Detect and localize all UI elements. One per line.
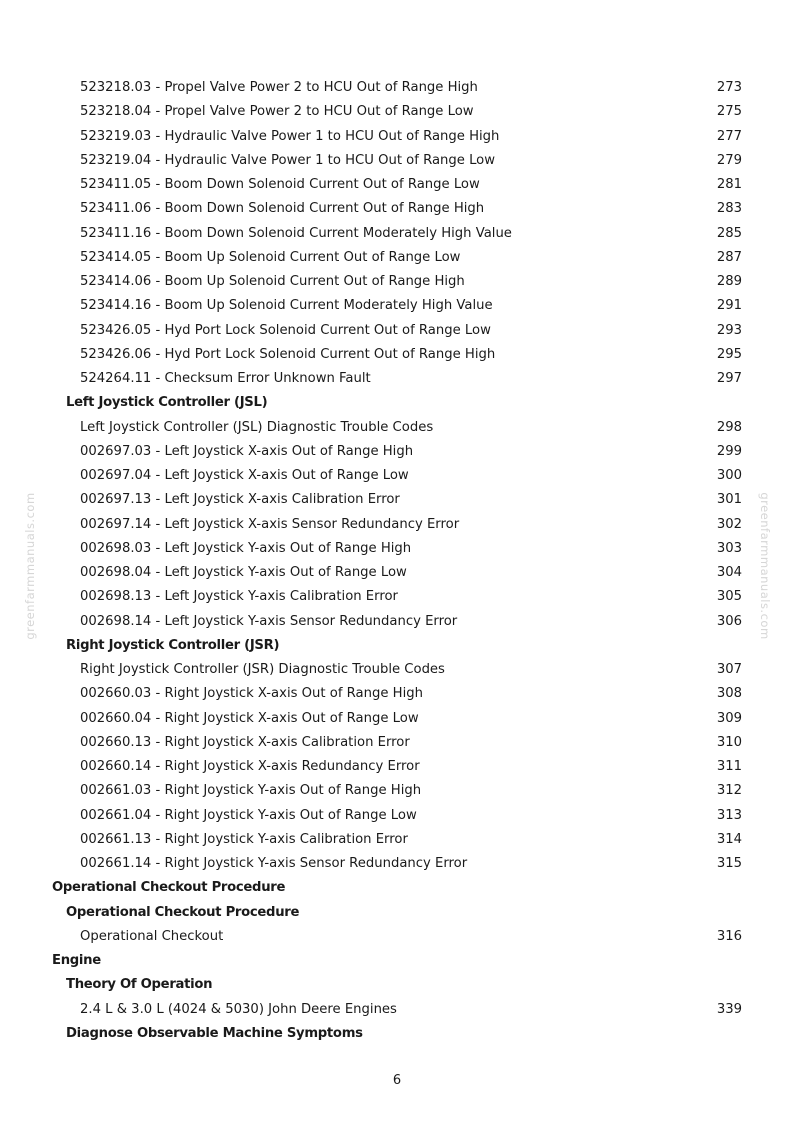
toc-entry-page-number: 298	[716, 419, 742, 435]
toc-entry[interactable]	[0, 173, 794, 197]
toc-entry[interactable]	[0, 682, 794, 706]
watermark-right: greenfarmmanuals.com	[758, 492, 772, 640]
page-number: 6	[392, 1073, 402, 1088]
toc-entry-title: 002698.14 - Left Joystick Y-axis Sensor Redundancy Error	[80, 613, 458, 629]
toc-entry-title: 523411.16 - Boom Down Solenoid Current Moderately High Value	[80, 225, 512, 241]
toc-entry-title: 523426.05 - Hyd Port Lock Solenoid Current Out of Range Low	[80, 322, 491, 338]
toc-entry-page-number: 311	[716, 759, 742, 774]
toc-entry-title: 002661.14 - Right Joystick Y-axis Sensor Redundancy Error	[80, 856, 468, 871]
table-of-contents	[0, 76, 794, 1046]
toc-entry-page-number: 305	[716, 589, 742, 605]
toc-entry-title: 002698.04 - Left Joystick Y-axis Out of Range Low	[80, 565, 407, 580]
toc-entry-title: Left Joystick Controller (JSL) Diagnostic Trouble Codes	[80, 419, 434, 435]
toc-entry[interactable]	[0, 343, 794, 367]
toc-heading	[0, 949, 794, 973]
toc-entry-page-number: 314	[716, 831, 742, 847]
toc-entry-title: 002697.14 - Left Joystick X-axis Sensor Redundancy Error	[80, 516, 460, 532]
toc-entry[interactable]	[0, 367, 794, 391]
toc-entry-title: 523219.04 - Hydraulic Valve Power 1 to HCU Out of Range Low	[80, 152, 496, 168]
toc-entry-page-number: 307	[716, 662, 742, 677]
toc-entry-title: 002660.14 - Right Joystick X-axis Redundancy Error	[80, 759, 420, 774]
toc-entry-page-number: 273	[716, 80, 742, 95]
toc-entry[interactable]	[0, 998, 794, 1022]
toc-entry-page-number: 303	[716, 540, 742, 556]
toc-entry-page-number: 291	[716, 298, 742, 314]
toc-entry-title: 523414.16 - Boom Up Solenoid Current Moderately High Value	[80, 298, 493, 314]
toc-entry[interactable]	[0, 561, 794, 585]
toc-entry-title: Right Joystick Controller (JSR) Diagnostic Trouble Codes	[80, 662, 445, 677]
toc-entry-page-number: 277	[716, 128, 742, 144]
toc-entry-title: Right Joystick Controller (JSR)	[66, 637, 280, 653]
toc-entry[interactable]	[0, 925, 794, 949]
toc-entry-page-number: 315	[716, 856, 742, 871]
toc-entry[interactable]	[0, 731, 794, 755]
toc-entry-title: 002697.03 - Left Joystick X-axis Out of Range High	[80, 443, 414, 459]
toc-entry-page-number: 289	[716, 274, 742, 289]
toc-entry-title: 523218.04 - Propel Valve Power 2 to HCU Out of Range Low	[80, 104, 474, 120]
toc-entry-page-number: 275	[716, 104, 742, 120]
toc-entry-page-number: 312	[716, 783, 742, 799]
toc-entry[interactable]	[0, 852, 794, 876]
toc-entry[interactable]	[0, 755, 794, 779]
toc-entry-title: 002698.13 - Left Joystick Y-axis Calibration Error	[80, 589, 398, 605]
toc-entry-title: Theory Of Operation	[66, 977, 213, 993]
toc-entry-page-number: 310	[716, 734, 742, 750]
toc-entry-title: 002660.13 - Right Joystick X-axis Calibration Error	[80, 734, 410, 750]
toc-entry-title: 002698.03 - Left Joystick Y-axis Out of Range High	[80, 540, 412, 556]
toc-entry-page-number: 281	[716, 177, 742, 192]
toc-entry-title: 002661.13 - Right Joystick Y-axis Calibration Error	[80, 831, 408, 847]
toc-entry-title: 524264.11 - Checksum Error Unknown Fault	[80, 371, 371, 386]
toc-entry-page-number: 299	[716, 443, 742, 459]
toc-heading	[0, 391, 794, 415]
toc-entry-title: 002660.03 - Right Joystick X-axis Out of Range High	[80, 686, 423, 702]
toc-entry-page-number: 316	[716, 928, 742, 944]
toc-entry-title: 002697.04 - Left Joystick X-axis Out of Range Low	[80, 468, 409, 483]
toc-entry-title: Engine	[52, 953, 101, 968]
toc-heading	[0, 1022, 794, 1046]
toc-entry-title: 523219.03 - Hydraulic Valve Power 1 to HCU Out of Range High	[80, 128, 500, 144]
toc-entry-page-number: 313	[716, 807, 742, 823]
toc-entry-page-number: 279	[716, 152, 742, 168]
toc-entry[interactable]	[0, 804, 794, 828]
toc-entry-title: 523411.06 - Boom Down Solenoid Current Out of Range High	[80, 201, 485, 217]
toc-entry-title: Operational Checkout	[80, 928, 224, 944]
toc-entry-page-number: 285	[716, 225, 742, 241]
toc-entry-title: 523414.05 - Boom Up Solenoid Current Out of Range Low	[80, 249, 461, 265]
toc-entry[interactable]	[0, 440, 794, 464]
toc-entry-title: 523218.03 - Propel Valve Power 2 to HCU Out of Range High	[80, 80, 478, 95]
toc-entry[interactable]	[0, 828, 794, 852]
toc-entry-page-number: 302	[716, 516, 742, 532]
toc-entry-title: 002661.04 - Right Joystick Y-axis Out of Range Low	[80, 807, 417, 823]
toc-entry-title: Operational Checkout Procedure	[52, 880, 286, 896]
toc-entry[interactable]	[0, 222, 794, 246]
toc-entry-title: Operational Checkout Procedure	[66, 904, 300, 920]
toc-entry-page-number: 295	[716, 346, 742, 362]
toc-entry-page-number: 304	[716, 565, 742, 580]
toc-entry[interactable]	[0, 319, 794, 343]
toc-entry[interactable]	[0, 537, 794, 561]
toc-entry-page-number: 283	[716, 201, 742, 217]
toc-entry[interactable]	[0, 416, 794, 440]
toc-entry-title: 002660.04 - Right Joystick X-axis Out of Range Low	[80, 710, 419, 726]
toc-entry[interactable]	[0, 270, 794, 294]
toc-heading	[0, 876, 794, 900]
toc-entry-page-number: 293	[716, 322, 742, 338]
toc-entry[interactable]	[0, 464, 794, 488]
toc-entry[interactable]	[0, 125, 794, 149]
toc-heading	[0, 973, 794, 997]
toc-entry[interactable]	[0, 488, 794, 512]
toc-entry-title: 523426.06 - Hyd Port Lock Solenoid Current Out of Range High	[80, 346, 496, 362]
toc-heading	[0, 634, 794, 658]
toc-entry[interactable]	[0, 100, 794, 124]
toc-entry[interactable]	[0, 197, 794, 221]
toc-entry[interactable]	[0, 76, 794, 100]
toc-entry[interactable]	[0, 246, 794, 270]
toc-entry[interactable]	[0, 707, 794, 731]
toc-entry[interactable]	[0, 294, 794, 318]
toc-entry[interactable]	[0, 779, 794, 803]
toc-entry-title: 2.4 L & 3.0 L (4024 & 5030) John Deere Engines	[80, 1001, 397, 1017]
toc-entry-title: Left Joystick Controller (JSL)	[66, 395, 268, 411]
toc-entry-page-number: 287	[716, 249, 742, 265]
toc-entry-page-number: 300	[716, 468, 742, 483]
toc-entry-page-number: 308	[716, 686, 742, 702]
toc-entry[interactable]	[0, 513, 794, 537]
toc-entry-page-number: 301	[716, 492, 742, 508]
toc-entry-page-number: 339	[716, 1001, 742, 1017]
toc-entry-title: 002661.03 - Right Joystick Y-axis Out of Range High	[80, 783, 422, 799]
toc-entry-page-number: 309	[716, 710, 742, 726]
toc-entry-title: Diagnose Observable Machine Symptoms	[66, 1025, 363, 1041]
watermark-left: greenfarmmanuals.com	[23, 492, 37, 640]
toc-entry-title: 523411.05 - Boom Down Solenoid Current Out of Range Low	[80, 177, 480, 192]
toc-entry[interactable]	[0, 149, 794, 173]
toc-entry[interactable]	[0, 610, 794, 634]
toc-entry[interactable]	[0, 585, 794, 609]
toc-entry[interactable]	[0, 658, 794, 682]
toc-entry-page-number: 297	[716, 371, 742, 386]
toc-entry-title: 002697.13 - Left Joystick X-axis Calibration Error	[80, 492, 400, 508]
toc-entry-page-number: 306	[716, 613, 742, 629]
toc-entry-title: 523414.06 - Boom Up Solenoid Current Out of Range High	[80, 274, 465, 289]
toc-heading	[0, 901, 794, 925]
